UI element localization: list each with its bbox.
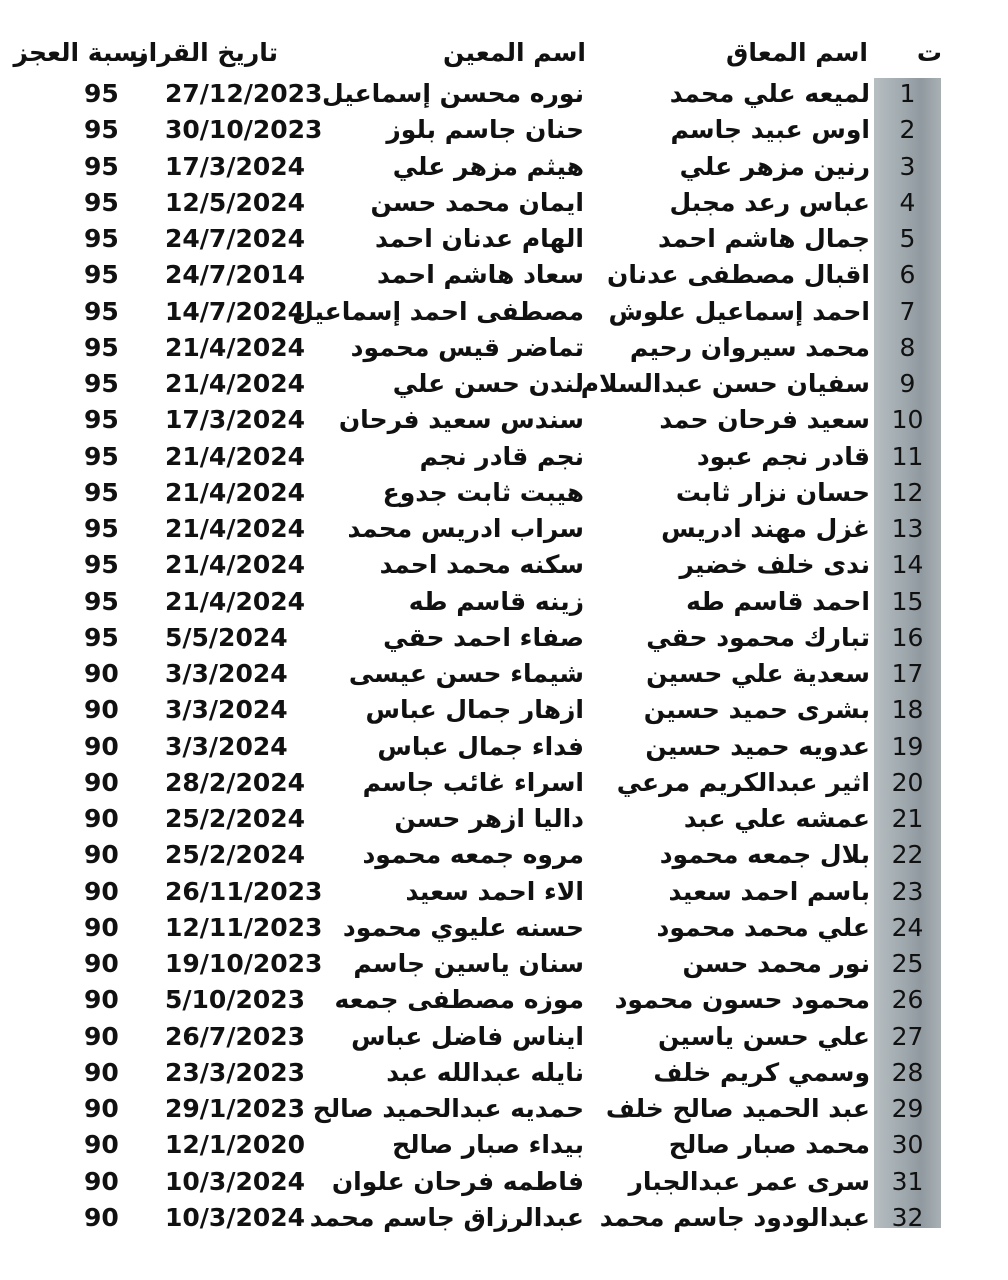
- table-row: [0, 1164, 1008, 1200]
- table-row: [0, 729, 1008, 765]
- row-number: 27: [891, 1021, 924, 1051]
- disability-percent: 95: [84, 260, 119, 290]
- header-number: ت: [916, 38, 942, 67]
- disability-percent: 95: [84, 441, 119, 471]
- row-number: 17: [891, 659, 924, 688]
- row-number: 25: [891, 949, 924, 978]
- disabled-name: رنين مزهر علي: [679, 151, 870, 181]
- disabled-name: نور محمد حسن: [682, 949, 870, 978]
- row-number: 19: [891, 731, 924, 761]
- decision-date: 21/4/2024: [165, 586, 306, 616]
- caregiver-name: سكنه محمد احمد: [379, 550, 584, 580]
- table-row: [0, 874, 1008, 910]
- disabled-name: اقبال مصطفى عدنان: [606, 260, 870, 290]
- disability-percent: 90: [84, 659, 119, 688]
- decision-date: 5/5/2024: [165, 622, 288, 652]
- caregiver-name: اسراء غائب جاسم: [362, 767, 584, 797]
- table-row: [0, 439, 1008, 475]
- caregiver-name: مصطفى احمد إسماعيل: [292, 296, 584, 326]
- table-row: [0, 765, 1008, 801]
- disabled-name: بلال جمعه محمود: [659, 840, 870, 870]
- caregiver-name: ازهار جمال عباس: [365, 695, 584, 725]
- table-row: [0, 149, 1008, 185]
- row-number: 14: [891, 550, 924, 580]
- caregiver-name: الاء احمد سعيد: [405, 876, 584, 906]
- disabled-name: غزل مهند ادريس: [661, 514, 870, 543]
- table-row: [0, 1055, 1008, 1091]
- decision-date: 21/4/2024: [165, 477, 306, 507]
- row-number: 13: [891, 514, 924, 543]
- disabled-name: عدويه حميد حسين: [645, 731, 870, 761]
- caregiver-name: سراب ادريس محمد: [347, 514, 584, 543]
- disability-percent: 90: [84, 912, 119, 942]
- disability-percent: 90: [84, 1202, 119, 1232]
- decision-date: 21/4/2024: [165, 514, 306, 543]
- decision-date: 24/7/2024: [165, 224, 306, 253]
- disabled-name: باسم احمد سعيد: [668, 876, 870, 906]
- disabled-name: ندى خلف خضير: [679, 550, 870, 580]
- row-number: 11: [891, 441, 924, 471]
- disability-percent: 95: [84, 332, 119, 362]
- header-decision-date: تاريخ القرار: [134, 38, 278, 67]
- caregiver-name: نايله عبدالله عبد: [386, 1057, 584, 1087]
- row-number: 23: [891, 876, 924, 906]
- disabled-name: تبارك محمود حقي: [646, 622, 870, 652]
- table-row: [0, 656, 1008, 692]
- table-row: [0, 620, 1008, 656]
- disability-percent: 90: [84, 840, 119, 870]
- decision-date: 25/2/2024: [165, 840, 306, 870]
- decision-date: 19/10/2023: [165, 949, 323, 978]
- table-row: [0, 910, 1008, 946]
- header-disabled-name: اسم المعاق: [725, 38, 868, 67]
- decision-date: 30/10/2023: [165, 115, 323, 145]
- decision-date: 21/4/2024: [165, 441, 306, 471]
- disability-percent: 95: [84, 550, 119, 580]
- table-row: [0, 547, 1008, 583]
- caregiver-name: ايمان محمد حسن: [370, 187, 584, 217]
- table-row: [0, 692, 1008, 728]
- row-number: 21: [891, 804, 924, 833]
- disabled-name: سعدية علي حسين: [646, 659, 870, 688]
- disability-percent: 95: [84, 79, 119, 108]
- disability-percent: 90: [84, 1057, 119, 1087]
- decision-date: 17/3/2024: [165, 405, 306, 435]
- disability-percent: 95: [84, 622, 119, 652]
- row-number: 31: [891, 1166, 924, 1196]
- disability-percent: 95: [84, 369, 119, 398]
- row-number: 10: [891, 405, 924, 435]
- decision-date: 10/3/2024: [165, 1202, 306, 1232]
- table-row: [0, 946, 1008, 982]
- table-row: [0, 475, 1008, 511]
- caregiver-name: هيبت ثابت جدوع: [382, 477, 584, 507]
- row-number: 30: [891, 1130, 924, 1160]
- row-number: 26: [891, 985, 924, 1015]
- caregiver-name: سنان ياسين جاسم: [353, 949, 584, 978]
- decision-date: 27/12/2023: [165, 79, 323, 108]
- table-row: [0, 366, 1008, 402]
- caregiver-name: نوره محسن إسماعيل: [322, 79, 584, 108]
- table-row: [0, 330, 1008, 366]
- disabled-name: محمد صبار صالح: [668, 1130, 870, 1160]
- disability-percent: 90: [84, 1130, 119, 1160]
- disability-percent: 90: [84, 1021, 119, 1051]
- disabled-name: محمد سيروان رحيم: [629, 332, 870, 362]
- disability-percent: 95: [84, 405, 119, 435]
- caregiver-name: نجم قادر نجم: [419, 441, 584, 471]
- disabled-name: قادر نجم عبود: [696, 441, 870, 471]
- disabled-name: محمود حسون محمود: [614, 985, 870, 1015]
- disabled-name: عبدالودود جاسم محمد: [599, 1202, 870, 1232]
- disability-percent: 95: [84, 477, 119, 507]
- decision-date: 12/1/2020: [165, 1130, 306, 1160]
- disabled-name: اوس عبيد جاسم: [670, 115, 870, 145]
- row-number: 12: [891, 477, 924, 507]
- caregiver-name: شيماء حسن عيسى: [348, 659, 584, 688]
- row-number: 22: [891, 840, 924, 870]
- decision-date: 26/11/2023: [165, 876, 323, 906]
- table-row: [0, 1200, 1008, 1236]
- disability-percent: 90: [84, 985, 119, 1015]
- table-row: [0, 294, 1008, 330]
- decision-date: 12/11/2023: [165, 912, 323, 942]
- decision-date: 10/3/2024: [165, 1166, 306, 1196]
- disabled-name: احمد إسماعيل علوش: [608, 296, 870, 326]
- caregiver-name: موزه مصطفى جمعه: [334, 985, 584, 1015]
- table-row: [0, 112, 1008, 148]
- row-number: 9: [899, 369, 916, 398]
- disability-percent: 90: [84, 1094, 119, 1123]
- disabled-name: عمشه علي عبد: [683, 804, 870, 833]
- row-number: 32: [891, 1202, 924, 1232]
- decision-date: 28/2/2024: [165, 767, 306, 797]
- row-number: 28: [891, 1057, 924, 1087]
- table-row: [0, 982, 1008, 1018]
- disability-percent: 95: [84, 187, 119, 217]
- table-row: [0, 402, 1008, 438]
- table-row: [0, 185, 1008, 221]
- disabled-name: بشرى حميد حسين: [643, 695, 870, 725]
- disabled-name: لميعه علي محمد: [669, 79, 870, 108]
- row-number: 3: [899, 151, 916, 181]
- disabled-name: وسمي كريم خلف: [653, 1057, 870, 1087]
- header-disability-percent: نسبة العجز: [13, 38, 148, 67]
- row-number: 5: [899, 224, 916, 253]
- table-row: [0, 837, 1008, 873]
- decision-date: 3/3/2024: [165, 659, 288, 688]
- disabled-name: عباس رعد مجبل: [669, 187, 870, 217]
- disabled-name: جمال هاشم احمد: [658, 224, 870, 253]
- row-number: 18: [891, 695, 924, 725]
- caregiver-name: سعاد هاشم احمد: [376, 260, 584, 290]
- caregiver-name: ايناس فاضل عباس: [351, 1021, 584, 1051]
- table-row: [0, 1019, 1008, 1055]
- row-number: 4: [899, 187, 916, 217]
- caregiver-name: حنان جاسم بلوز: [386, 115, 584, 145]
- disabled-name: سعيد فرحان حمد: [659, 405, 870, 435]
- decision-date: 26/7/2023: [165, 1021, 306, 1051]
- disability-percent: 90: [84, 876, 119, 906]
- row-number: 8: [899, 332, 916, 362]
- disabled-name: احمد قاسم طه: [686, 586, 870, 616]
- caregiver-name: حمديه عبدالحميد صالح: [312, 1094, 584, 1123]
- decision-date: 23/3/2023: [165, 1057, 306, 1087]
- disability-percent: 90: [84, 767, 119, 797]
- row-number: 7: [899, 296, 916, 326]
- caregiver-name: زينه قاسم طه: [408, 586, 584, 616]
- row-number: 29: [891, 1094, 924, 1123]
- table-row: [0, 584, 1008, 620]
- row-number: 2: [899, 115, 916, 145]
- decision-date: 21/4/2024: [165, 550, 306, 580]
- decision-date: 12/5/2024: [165, 187, 306, 217]
- caregiver-name: عبدالرزاق جاسم محمد: [309, 1202, 584, 1232]
- caregiver-name: مروه جمعه محمود: [362, 840, 584, 870]
- disability-percent: 95: [84, 115, 119, 145]
- disabled-name: سفيان حسن عبدالسلام: [580, 369, 870, 398]
- row-number: 6: [899, 260, 916, 290]
- decision-date: 24/7/2014: [165, 260, 306, 290]
- decision-date: 25/2/2024: [165, 804, 306, 833]
- disability-percent: 90: [84, 1166, 119, 1196]
- table-row: [0, 76, 1008, 112]
- decision-date: 3/3/2024: [165, 731, 288, 761]
- disabled-name: حسان نزار ثابت: [675, 477, 870, 507]
- row-number: 24: [891, 912, 924, 942]
- header-row: [0, 38, 1008, 72]
- table-row: [0, 257, 1008, 293]
- disability-percent: 90: [84, 949, 119, 978]
- caregiver-name: لندن حسن علي: [392, 369, 584, 398]
- row-number: 15: [891, 586, 924, 616]
- table-row: [0, 1127, 1008, 1163]
- header-caregiver-name: اسم المعين: [443, 38, 586, 67]
- decision-date: 29/1/2023: [165, 1094, 306, 1123]
- caregiver-name: هيثم مزهر علي: [392, 151, 584, 181]
- row-number: 1: [899, 79, 916, 108]
- caregiver-name: حسنه عليوي محمود: [342, 912, 584, 942]
- caregiver-name: فاطمه فرحان علوان: [331, 1166, 584, 1196]
- caregiver-name: فداء جمال عباس: [377, 731, 584, 761]
- caregiver-name: الهام عدنان احمد: [375, 224, 584, 253]
- caregiver-name: تماضر قيس محمود: [350, 332, 584, 362]
- disabled-name: عبد الحميد صالح خلف: [605, 1094, 870, 1123]
- row-number: 20: [891, 767, 924, 797]
- decision-date: 3/3/2024: [165, 695, 288, 725]
- disabled-name: سرى عمر عبدالجبار: [628, 1166, 870, 1196]
- table-row: [0, 221, 1008, 257]
- disability-percent: 90: [84, 731, 119, 761]
- disabled-name: علي حسن ياسين: [658, 1021, 870, 1051]
- table-row: [0, 511, 1008, 547]
- caregiver-name: بيداء صبار صالح: [392, 1130, 584, 1160]
- decision-date: 14/7/2024: [165, 296, 306, 326]
- disabled-name: اثير عبدالكريم مرعي: [616, 767, 870, 797]
- disability-percent: 95: [84, 514, 119, 543]
- decision-date: 5/10/2023: [165, 985, 306, 1015]
- disability-percent: 95: [84, 296, 119, 326]
- table-row: [0, 801, 1008, 837]
- decision-date: 17/3/2024: [165, 151, 306, 181]
- disability-percent: 90: [84, 695, 119, 725]
- disability-percent: 95: [84, 151, 119, 181]
- disability-percent: 95: [84, 224, 119, 253]
- decision-date: 21/4/2024: [165, 369, 306, 398]
- table-row: [0, 1091, 1008, 1127]
- caregiver-name: سندس سعيد فرحان: [338, 405, 584, 435]
- disability-percent: 90: [84, 804, 119, 833]
- row-number: 16: [891, 622, 924, 652]
- caregiver-name: داليا ازهر حسن: [394, 804, 584, 833]
- decision-date: 21/4/2024: [165, 332, 306, 362]
- caregiver-name: صفاء احمد حقي: [383, 622, 584, 652]
- disability-percent: 95: [84, 586, 119, 616]
- disabled-name: علي محمد محمود: [656, 912, 870, 942]
